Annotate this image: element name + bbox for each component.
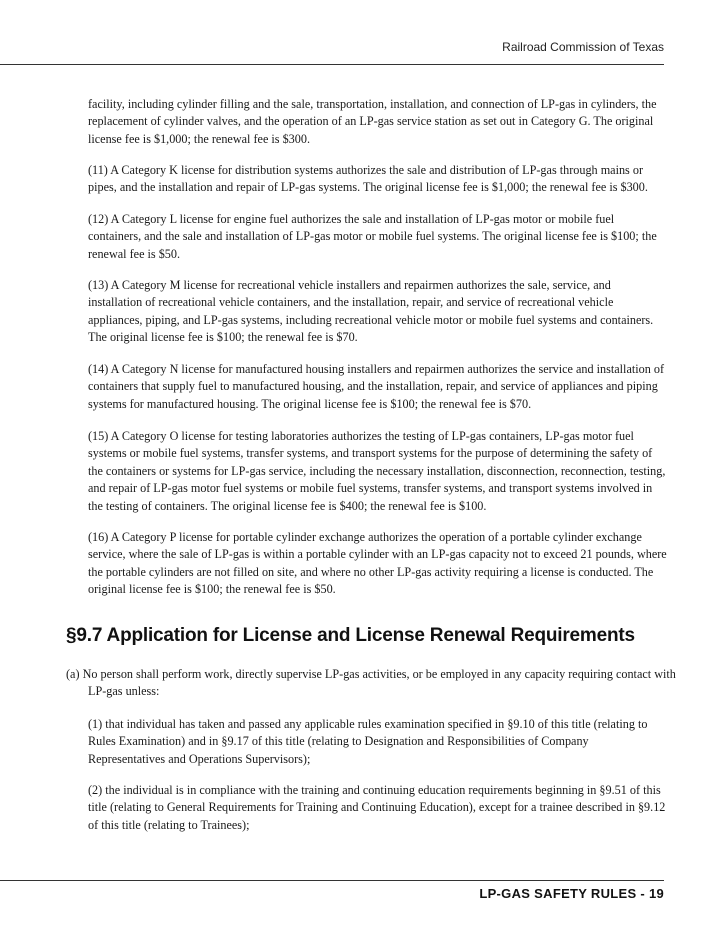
paragraph-category-k: (11) A Category K license for distribution systems authorizes the sale and distribution of LP-gas through mains or pipes, and the installation and repair of LP-gas systems. The original license fee is $1,000; the renewal fee is $300.	[88, 163, 648, 195]
section-item-2: (2) the individual is in compliance with the training and continuing education requirements beginning in §9.51 of this title (relating to General Requirements for Training and Continuing Education), except for a trainee described in §9.12 of this title (relating to Trainees);	[88, 783, 666, 832]
paragraph-category-g-continued: facility, including cylinder filling and the sale, transportation, installation, and connection of LP-gas in cylinders, the replacement of cylinder valves, and the operation of an LP-gas service station as set out in Category G. The original license fee is $1,000; the renewal fee is $300.	[88, 97, 657, 146]
section-heading: §9.7 Application for License and License Renewal Requirements	[66, 625, 635, 646]
page-footer	[0, 880, 664, 911]
paragraph-category-m: (13) A Category M license for recreational vehicle installers and repairmen authorizes the sale, service, and installation of recreational vehicle containers, and the installation, repair, and service of recreational vehicle appliances, piping, and LP-gas systems, including recreational vehicle motor or mobile fuel systems and containers. The original license fee is $100; the renewal fee is $70.	[88, 278, 654, 345]
paragraph-category-p: (16) A Category P license for portable cylinder exchange authorizes the operation of a portable cylinder exchange service, where the sale of LP-gas is within a portable cylinder with an LP-gas capacity not to exceed 21 pounds, where the portable cylinders are not filled on site, and where no other LP-gas activity requiring a license is conducted. The original license fee is $100; the renewal fee is $50.	[88, 530, 667, 597]
section-item-1: (1) that individual has taken and passed any applicable rules examination specified in §9.10 of this title (relating to Rules Examination) and in §9.17 of this title (relating to Designation and Responsibilities of Company Representatives and Operations Supervisors);	[88, 717, 648, 766]
paragraph-category-n: (14) A Category N license for manufactured housing installers and repairmen authorizes the service and installation of containers that supply fuel to manufactured housing, and the installation, repair, and service of appliances and piping systems for manufactured housing. The original license fee is $100; the renewal fee is $70.	[88, 362, 665, 411]
section-intro: (a) No person shall perform work, directly supervise LP-gas activities, or be employed in any capacity requiring contact with LP-gas unless:	[66, 667, 676, 699]
paragraph-category-l: (12) A Category L license for engine fuel authorizes the sale and installation of LP-gas motor or mobile fuel containers, and the sale and installation of LP-gas motor or mobile fuel systems. The original license fee is $100; the renewal fee is $50.	[88, 212, 657, 261]
page-header	[0, 34, 664, 65]
header-title: Railroad Commission of Texas	[502, 40, 664, 54]
paragraph-category-o: (15) A Category O license for testing laboratories authorizes the testing of LP-gas containers, LP-gas motor fuel systems or mobile fuel systems, transfer systems, and transport systems for the purpose of determining the safety of the containers or systems for LP-gas service, including the necessary installation, disconnection, reconnection, testing, and repair of LP-gas motor fuel systems or mobile fuel systems, transfer systems, and transport systems involved in the testing of containers. The original license fee is $400; the renewal fee is $100.	[88, 429, 666, 513]
footer-title: LP-GAS SAFETY RULES - 19	[479, 886, 664, 901]
